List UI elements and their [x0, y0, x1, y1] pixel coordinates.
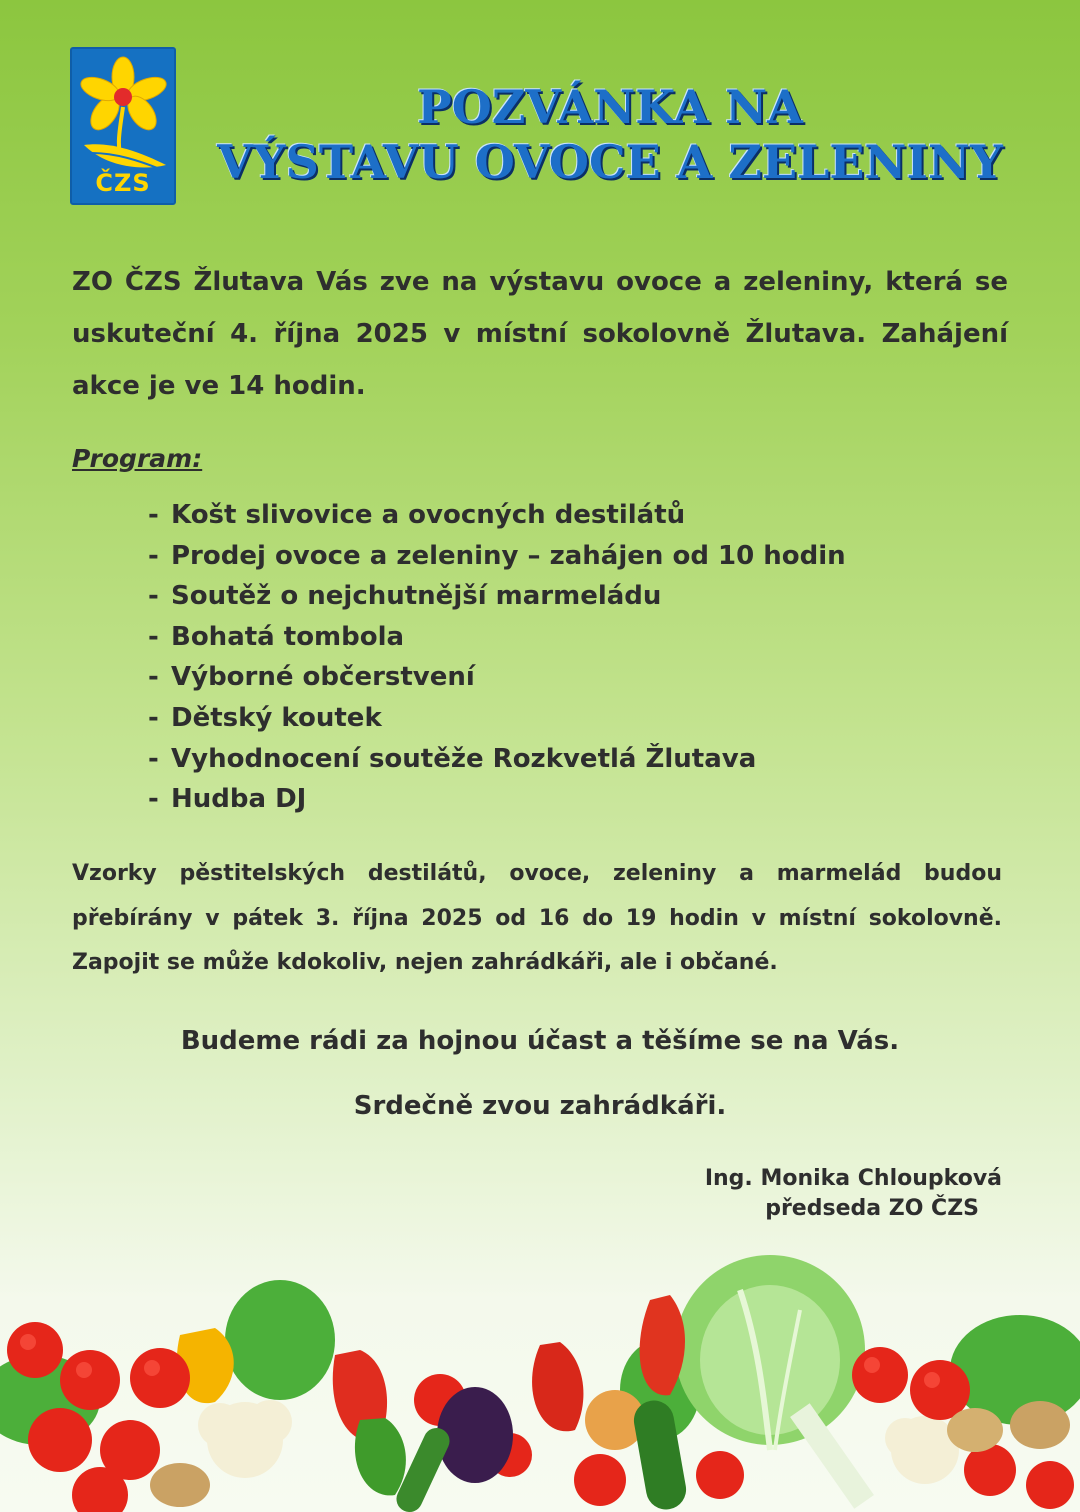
program-item: - Dětský koutek — [148, 702, 382, 733]
title-line-2: VÝSTAVU OVOCE A ZELENINY — [217, 135, 1003, 189]
logo-text: ČZS — [95, 169, 151, 197]
program-list — [148, 495, 846, 820]
program-item-label: Výborné občerstvení — [171, 662, 475, 693]
program-item: - Vyhodnocení soutěže Rozkvetlá Žlutava — [148, 743, 757, 774]
program-item-label: Soutěž o nejchutnější marmeládu — [171, 581, 662, 612]
program-item: - Soutěž o nejchutnější marmeládu — [148, 581, 662, 612]
czs-logo — [70, 47, 176, 205]
program-heading: Program: — [72, 444, 203, 473]
program-item-label: Bohatá tombola — [171, 621, 405, 652]
program-item-label: Hudba DJ — [171, 784, 307, 815]
closing-text: Budeme rádi za hojnou účast a těšíme se na Vás. — [180, 1026, 900, 1056]
intro-paragraph: ZO ČZS Žlutava Vás zve na výstavu ovoce a zeleniny, která se uskuteční 4. října 2025 v místní sokolovně Žlutava. Zahájení akce je ve 14 hodin. — [72, 267, 1008, 401]
greeting-text: Srdečně zvou zahrádkáři. — [353, 1091, 727, 1121]
program-item-label: Prodej ovoce a zeleniny – zahájen od 10 hodin — [171, 540, 846, 571]
program-item: - Výborné občerstvení — [148, 662, 475, 693]
page-title — [180, 80, 1040, 190]
program-item: - Prodej ovoce a zeleniny – zahájen od 10 hodin — [148, 540, 846, 571]
signature-name: Ing. Monika Chloupková — [704, 1166, 1002, 1191]
program-item: - Bohatá tombola — [148, 621, 405, 652]
program-item-label: Vyhodnocení soutěže Rozkvetlá Žlutava — [171, 743, 757, 774]
samples-paragraph: Vzorky pěstitelských destilátů, ovoce, zeleniny a marmelád budou přebírány v pátek 3. října 2025 od 16 do 19 hodin v místní sokolovně. Zapojit se může kdokoliv, nejen zahrádkáři, ale i občané. — [72, 861, 1002, 975]
title-line-1: POZVÁNKA NA — [417, 80, 803, 134]
signature — [705, 1164, 1002, 1224]
program-item-label: Košt slivovice a ovocných destilátů — [171, 500, 686, 530]
vegetables-image — [0, 1250, 1080, 1512]
program-item: - Košt slivovice a ovocných destilátů — [148, 500, 686, 530]
program-item-label: Dětský koutek — [171, 702, 382, 733]
signature-role: předseda ZO ČZS — [765, 1196, 979, 1221]
program-item: - Hudba DJ — [148, 784, 307, 815]
